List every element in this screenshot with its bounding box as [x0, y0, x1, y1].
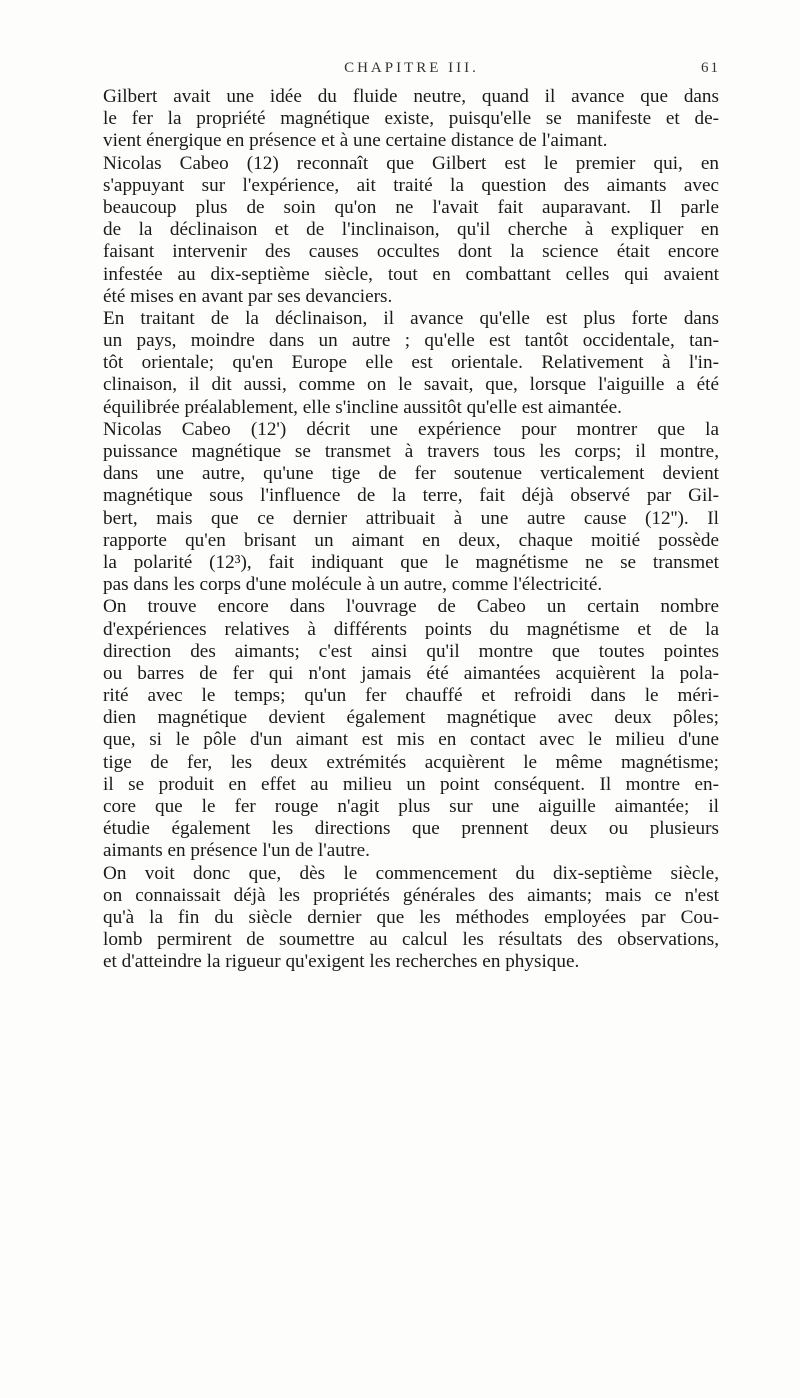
text-line: été mises en avant par ses devanciers. [103, 285, 393, 307]
text-line: infestée au dix-septième siècle, tout en combattant celles qui avaient [103, 263, 719, 285]
text-line: il se produit en effet au milieu un point conséquent. Il montre en- [103, 773, 719, 795]
text-line: En traitant de la déclinaison, il avance qu'elle est plus forte dans [103, 307, 719, 329]
text-line: que, si le pôle d'un aimant est mis en contact avec le milieu d'une [103, 729, 719, 751]
text-line: clinaison, il dit aussi, comme on le savait, que, lorsque l'aiguille a été [103, 374, 719, 396]
paragraph [103, 308, 719, 419]
text-line: lomb permirent de soumettre au calcul les résultats des observations, [103, 929, 719, 951]
text-line: d'expériences relatives à différents points du magnétisme et de la [103, 618, 719, 640]
text-line: équilibrée préalablement, elle s'incline aussitôt qu'elle est aimantée. [103, 396, 622, 418]
text-line: On trouve encore dans l'ouvrage de Cabeo un certain nombre [103, 596, 719, 618]
text-line: direction des aimants; c'est ainsi qu'il montre que toutes pointes [103, 640, 719, 662]
text-line: étudie également les directions que prennent deux ou plusieurs [103, 818, 719, 840]
text-line: On voit donc que, dès le commencement du dix-septième siècle, [103, 862, 719, 884]
text-line: Nicolas Cabeo (12') décrit une expérience pour montrer que la [103, 418, 719, 440]
text-line: on connaissait déjà les propriétés générales des aimants; mais ce n'est [103, 884, 719, 906]
text-line: puissance magnétique se transmet à travers tous les corps; il montre, [103, 441, 719, 462]
text-line: tige de fer, les deux extrémités acquièrent le même magnétisme; [103, 751, 719, 773]
text-line: beaucoup plus de soin qu'on ne l'avait fait auparavant. Il parle [103, 196, 719, 218]
text-line: magnétique sous l'influence de la terre, fait déjà observé par Gil- [103, 485, 719, 507]
text-line: le fer la propriété magnétique existe, puisqu'elle se manifeste et de- [103, 108, 719, 130]
text-line: et d'atteindre la rigueur qu'exigent les recherches en physique. [103, 951, 580, 973]
paragraph [103, 153, 719, 308]
paragraph [103, 419, 719, 597]
text-line: un pays, moindre dans un autre ; qu'elle est tantôt occidentale, tan- [103, 330, 719, 352]
paragraph [103, 596, 719, 862]
chapter-title: CHAPITRE III. [344, 60, 479, 76]
text-line: ou barres de fer qui n'ont jamais été aimantées acquièrent la pola- [103, 662, 719, 684]
text-line: qu'à la fin du siècle dernier que les méthodes employées par Cou- [103, 906, 719, 928]
text-line: dans une autre, qu'une tige de fer soutenue verticalement devient [103, 463, 719, 485]
text-line: s'appuyant sur l'expérience, ait traité la question des aimants avec [103, 174, 719, 196]
text-line: faisant intervenir des causes occultes dont la science était encore [103, 241, 719, 263]
text-line: rité avec le temps; qu'un fer chauffé et refroidi dans le méri- [103, 685, 719, 707]
text-line: Nicolas Cabeo (12) reconnaît que Gilbert est le premier qui, en [103, 152, 719, 174]
body-text [103, 86, 719, 974]
running-head [103, 60, 720, 84]
text-line: core que le fer rouge n'agit plus sur une aiguille aimantée; il [103, 796, 719, 817]
text-line: Gilbert avait une idée du fluide neutre, quand il avance que dans [103, 86, 719, 107]
paragraph [103, 863, 719, 974]
text-line: de la déclinaison et de l'inclinaison, qu'il cherche à expliquer en [103, 219, 719, 241]
page-number: 61 [701, 60, 720, 76]
text-line: bert, mais que ce dernier attribuait à une autre cause (12''). Il [103, 507, 719, 529]
text-line: tôt orientale; qu'en Europe elle est orientale. Relativement à l'in- [103, 352, 719, 374]
text-line: rapporte qu'en brisant un aimant en deux, chaque moitié possède [103, 529, 719, 551]
text-line: pas dans les corps d'une molécule à un autre, comme l'électricité. [103, 574, 603, 596]
text-line: aimants en présence l'un de l'autre. [103, 840, 370, 862]
text-line: vient énergique en présence et à une certaine distance de l'aimant. [103, 130, 608, 152]
text-line: dien magnétique devient également magnétique avec deux pôles; [103, 707, 719, 729]
text-line: la polarité (12³), fait indiquant que le magnétisme ne se transmet [103, 551, 719, 573]
paragraph [103, 86, 719, 153]
